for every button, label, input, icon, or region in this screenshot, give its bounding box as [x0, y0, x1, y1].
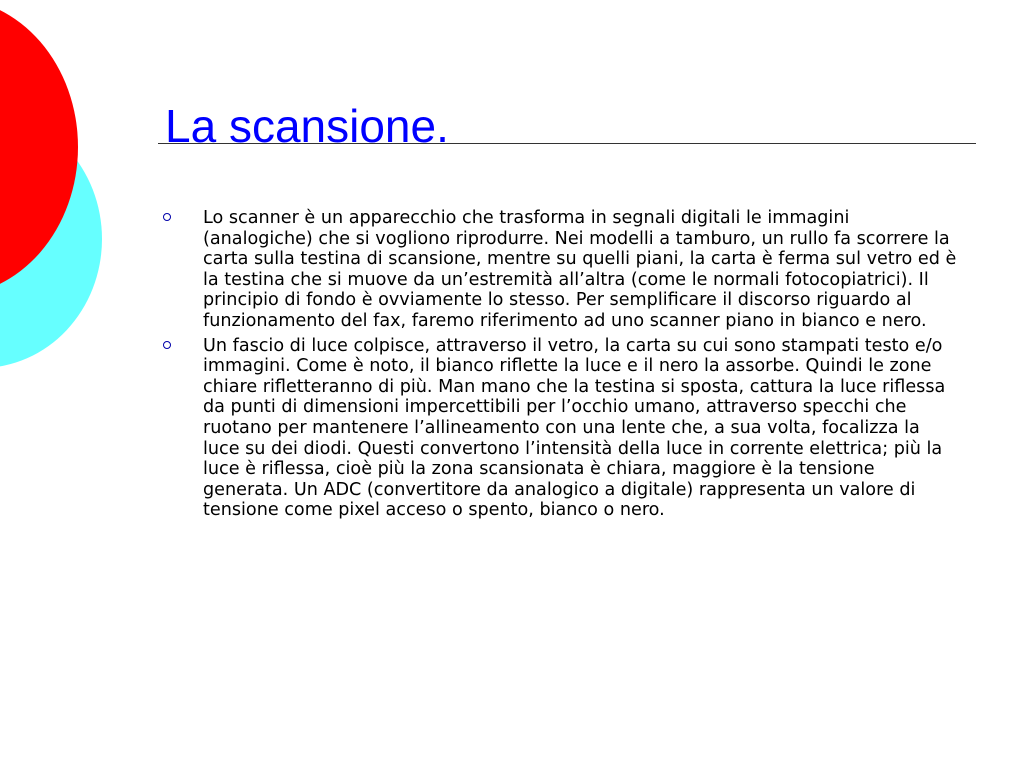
bullet-text: Un fascio di luce colpisce, attraverso il vetro, la carta su cui sono stampati testo e/o immagini. Come è noto, il bianco riflette la luce e il nero la assorbe. Quindi le zone chiare rifletteranno di più. Man mano che la testina si sposta, cattura la luce riflessa da punti di dimensioni impercettibili per l’occhio umano, attraverso specchi che ruotano per mantenere l’allineamento con una lente che, a sua volta, focalizza la luce su dei diodi. Questi convertono l’intensità della luce in corrente elettrica; più la luce è riflessa, cioè più la zona scansionata è chiara, maggiore è la tensione generata. Un ADC (convertitore da analogico a digitale) rappresenta un valore di tensione come pixel acceso o spento, bianco o nero.: [203, 335, 946, 521]
bullet-item: [160, 336, 960, 521]
title-underline-rule: [158, 143, 976, 144]
bullet-item: [160, 208, 960, 332]
slide-title: La scansione.: [165, 100, 449, 152]
hollow-circle-bullet-icon: [163, 341, 171, 349]
bullet-list: [160, 208, 960, 525]
hollow-circle-bullet-icon: [163, 213, 171, 221]
bullet-text: Lo scanner è un apparecchio che trasforma in segnali digitali le immagini (analogiche) che si vogliono riprodurre. Nei modelli a tamburo, un rullo fa scorrere la carta sulla testina di scansione, mentre su quelli piani, la carta è ferma sul vetro ed è la testina che si muove da un’estremità all’altra (come le normali fotocopiatrici). Il principio di fondo è ovviamente lo stesso. Per semplificare il discorso riguardo al funzionamento del fax, faremo riferimento ad uno scanner piano in bianco e nero.: [203, 208, 957, 331]
